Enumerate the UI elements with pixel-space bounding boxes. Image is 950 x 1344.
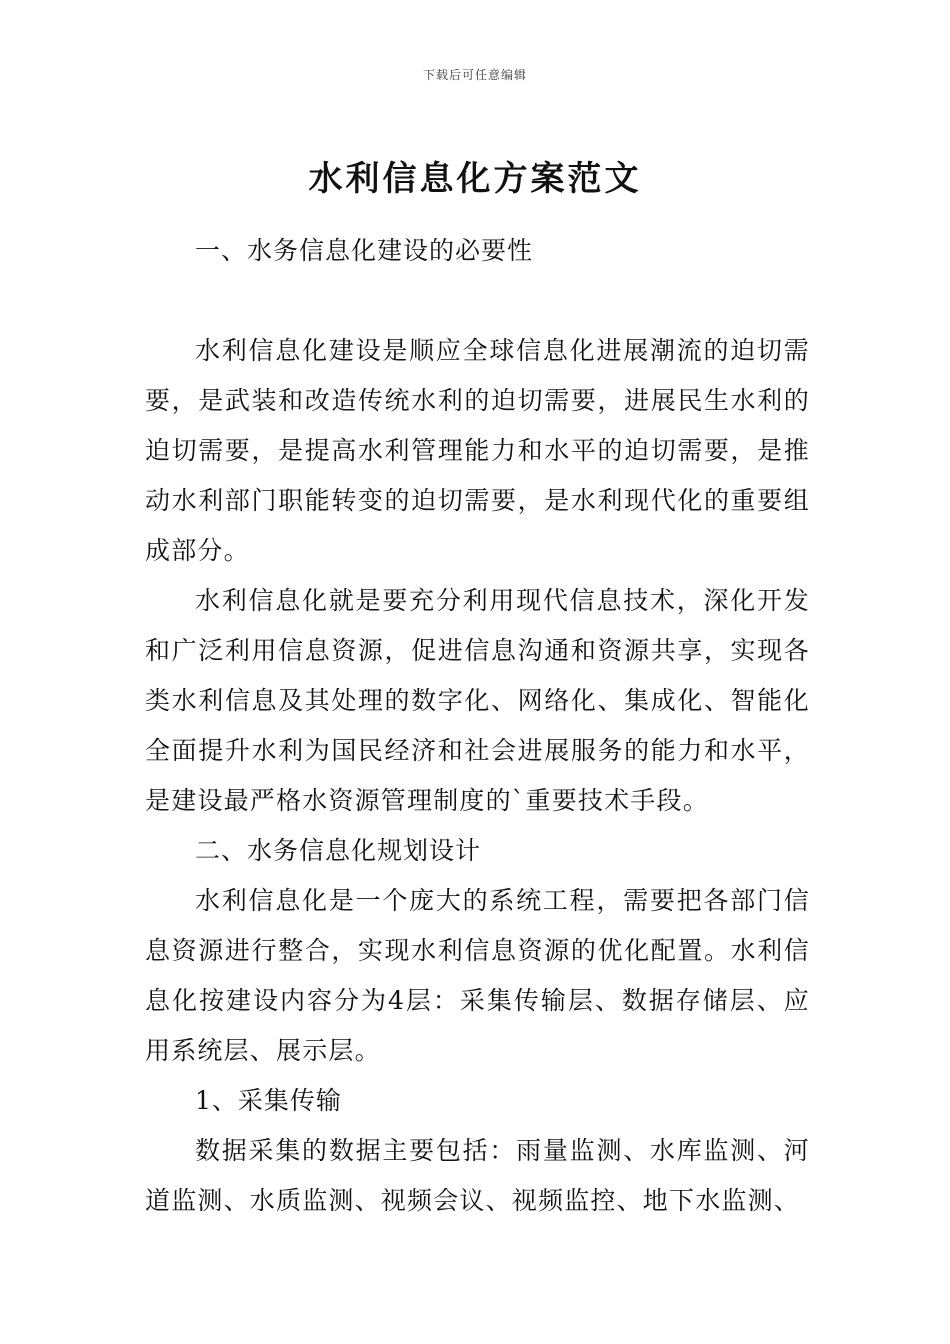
paragraph-informatization-definition: 水利信息化就是要充分利用现代信息技术，深化开发和广泛利用信息资源，促进信息沟通和资源共享，实现各类水利信息及其处理的数字化、网络化、集成化、智能化全面提升水利为国民经济和社会进展服务的能力和水平，是建设最严格水资源管理制度的`重要技术手段。 <box>145 586 810 815</box>
section-heading-planning: 二、水务信息化规划设计 <box>195 836 482 865</box>
page-header-note: 下载后可任意编辑 <box>422 68 527 82</box>
section-heading-necessity: 一、水务信息化建设的必要性 <box>195 236 534 265</box>
paragraph-system-layers: 水利信息化是一个庞大的系统工程，需要把各部门信息资源进行整合，实现水利信息资源的优化配置。水利信息化按建设内容分为4层：采集传输层、数据存储层、应用系统层、展示层。 <box>145 886 810 1065</box>
document-body <box>145 226 810 1226</box>
paragraph-data-collection: 数据采集的数据主要包括：雨量监测、水库监测、河道监测、水质监测、视频会议、视频监控、地下水监测、 <box>145 1136 810 1215</box>
paragraph-construction-need: 水利信息化建设是顺应全球信息化进展潮流的迫切需要，是武装和改造传统水利的迫切需要，进展民生水利的迫切需要，是提高水利管理能力和水平的迫切需要，是推动水利部门职能转变的迫切需要，是水利现代化的重要组成部分。 <box>145 336 810 565</box>
document-title: 水利信息化方案范文 <box>308 158 642 199</box>
subsection-heading-collection: 1、采集传输 <box>195 1086 342 1115</box>
